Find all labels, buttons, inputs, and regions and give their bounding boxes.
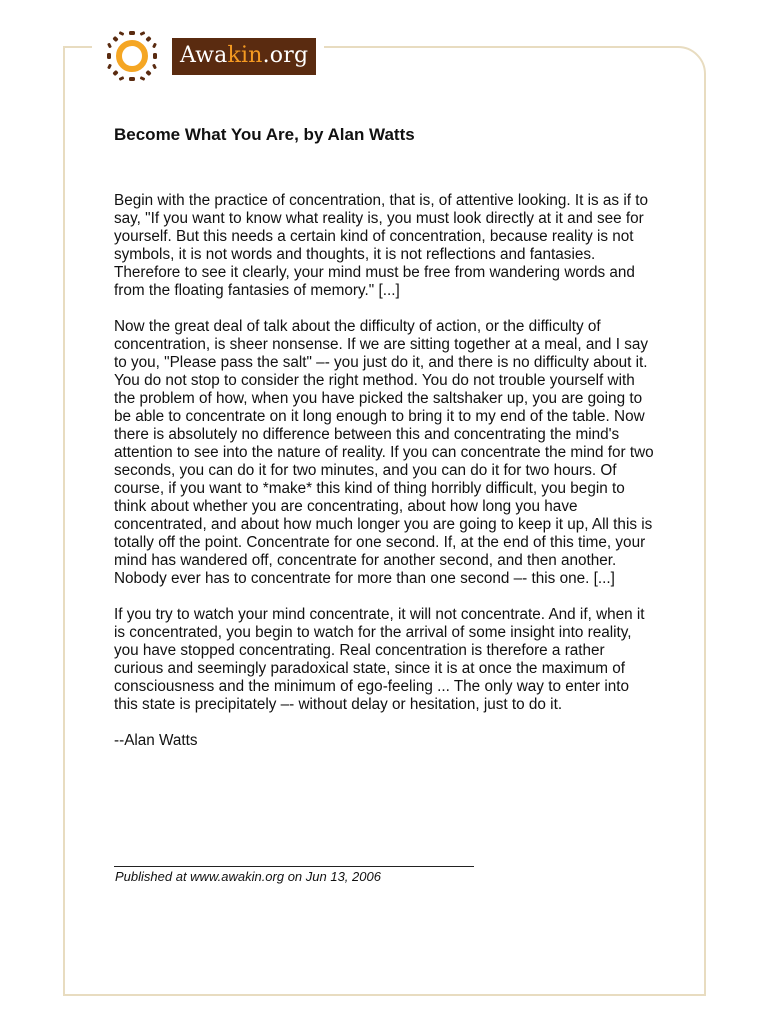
awakin-ring-icon bbox=[104, 28, 160, 84]
paragraph-3: If you try to watch your mind concentrate, it will not concentrate. And if, when it is concentrated, you begin to watch for the arrival of some insight into reality, you have stopped concentrating. Real concentration is therefore a rather curious and seemingly paradoxical state, since it is at once the maximum of consciousness and the minimum of ego-feeling ... The only way to enter into this state is precipitately –- without delay or hesitation, just to do it. bbox=[114, 606, 645, 713]
logo-text-org: .org bbox=[262, 42, 309, 68]
site-logo[interactable] bbox=[104, 26, 316, 86]
footer-divider bbox=[114, 866, 474, 867]
publication-note: Published at www.awakin.org on Jun 13, 2006 bbox=[115, 869, 381, 884]
logo-text-kin: kin bbox=[227, 42, 263, 68]
article-body bbox=[114, 192, 654, 768]
logo-text-awa: Awa bbox=[180, 42, 228, 68]
paragraph-1: Begin with the practice of concentration, that is, of attentive looking. It is as if to say, "If you want to know what reality is, you must look directly at it and see for yourself. But this needs a certain kind of concentration, because reality is not symbols, it is not words and thoughts, it is not reflections and fantasies. Therefore to see it clearly, your mind must be free from wandering words and from the floating fantasies of memory." [...] bbox=[114, 192, 648, 299]
paragraph-2: Now the great deal of talk about the difficulty of action, or the difficulty of concentration, is sheer nonsense. If we are sitting together at a meal, and I say to you, "Please pass the salt" –- you just do it, and there is no difficulty about it. You do not stop to consider the right method. You do not trouble yourself with the problem of how, when you have picked the saltshaker up, you are going to be able to concentrate on it long enough to bring it to my end of the table. Now there is absolutely no difference between this and concentrating the mind's attention to see into the nature of reality. If you can concentrate the mind for two seconds, you can do it for two minutes, and you can do it for two hours. Of course, if you want to *make* this kind of thing horribly difficult, you begin to think about whether you are concentrating, about how long you have concentrated, and about how much longer you are going to keep it up, All this is totally off the point. Concentrate for one second. If, at the end of this time, your mind has wandered off, concentrate for another second, and then another. Nobody ever has to concentrate for more than one second –- this one. [...] bbox=[114, 318, 654, 587]
signature: --Alan Watts bbox=[114, 732, 198, 749]
logo-wordmark bbox=[172, 38, 316, 75]
article-title: Become What You Are, by Alan Watts bbox=[114, 125, 415, 144]
